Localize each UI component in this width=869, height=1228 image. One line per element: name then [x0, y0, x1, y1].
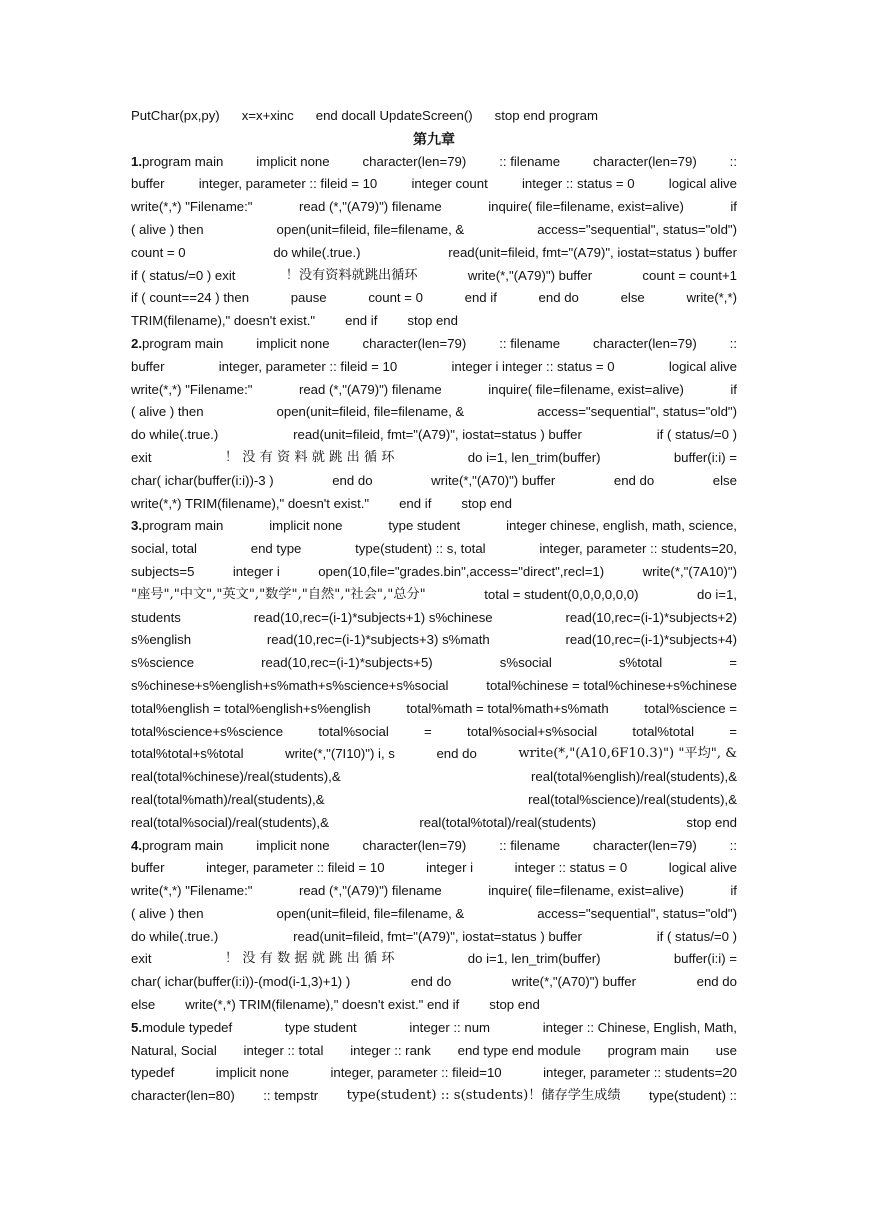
- code-segment: total%social+s%social: [467, 723, 598, 739]
- code-segment: total%math = total%math+s%math: [406, 700, 609, 716]
- text-line: [131, 1062, 737, 1085]
- code-segment: [131, 515, 223, 538]
- code-segment: end do: [696, 974, 737, 990]
- code-segment: exit: [131, 449, 152, 465]
- code-segment: stop end: [461, 495, 512, 511]
- code-segment: integer :: status = 0: [514, 860, 628, 876]
- text-line: [131, 607, 737, 630]
- text-line: [131, 401, 737, 424]
- code-segment: buffer: [131, 358, 165, 374]
- code-segment: integer i integer :: status = 0: [451, 358, 615, 374]
- code-segment: =: [729, 723, 737, 739]
- code-segment: read(10,rec=(i-1)*subjects+1) s%chinese: [253, 609, 493, 625]
- code-segment: inquire( file=filename, exist=alive): [488, 199, 684, 215]
- code-segment: read (*,"(A79)") filename: [298, 381, 442, 397]
- code-segment: "座号","中文","英文","数学","自然","社会","总分": [131, 586, 426, 602]
- item-number: 5.: [131, 1019, 142, 1035]
- code-segment: integer :: Chinese, English, Math,: [542, 1019, 737, 1035]
- code-segment: end if: [399, 495, 432, 511]
- code-segment: total%total: [632, 723, 695, 739]
- text-line: [131, 515, 737, 538]
- text-line: [131, 721, 737, 744]
- code-segment: count = 0: [131, 244, 186, 260]
- code-text: program main: [142, 335, 224, 351]
- code-segment: integer chinese, english, math, science,: [506, 518, 737, 534]
- code-segment: type(student) :: s(students)！储存学生成绩: [346, 1088, 621, 1104]
- code-segment: integer :: status = 0: [522, 176, 635, 192]
- code-segment: buffer: [131, 860, 165, 876]
- code-segment: end type: [250, 541, 302, 557]
- code-segment: end if: [464, 290, 497, 306]
- code-segment: s%chinese+s%english+s%math+s%science+s%social: [131, 677, 449, 693]
- code-segment: :: filename: [499, 837, 561, 853]
- text-line: [131, 1040, 737, 1063]
- code-segment: char( ichar(buffer(i:i))-(mod(i-1,3)+1) ): [131, 974, 351, 990]
- code-segment: integer :: num: [409, 1019, 491, 1035]
- code-segment: ( alive ) then: [131, 404, 204, 420]
- code-segment: end docall UpdateScreen(): [315, 108, 473, 123]
- code-segment: total%science =: [644, 700, 737, 716]
- code-segment: read(10,rec=(i-1)*subjects+3) s%math: [266, 632, 490, 648]
- text-line: [131, 948, 737, 971]
- code-segment: access="sequential", status="old"): [537, 404, 737, 420]
- code-segment: :: tempstr: [263, 1088, 319, 1104]
- text-line: [131, 196, 737, 219]
- code-segment: students: [131, 609, 181, 625]
- text-line: [131, 994, 737, 1017]
- code-segment: type(student) :: s, total: [355, 541, 486, 557]
- code-segment: total%english = total%english+s%english: [131, 700, 371, 716]
- code-segment: implicit none: [215, 1065, 290, 1081]
- document-page: [131, 105, 737, 1108]
- code-segment: open(unit=fileid, file=filename, &: [276, 905, 465, 921]
- code-segment: ::: [729, 335, 737, 351]
- code-segment: =: [729, 655, 737, 671]
- text-line: [131, 105, 737, 128]
- code-segment: end do: [538, 290, 579, 306]
- code-segment: end do: [436, 746, 477, 762]
- code-segment: else: [620, 290, 645, 306]
- code-segment: write(*,"(A70)") buffer: [511, 974, 637, 990]
- code-segment: access="sequential", status="old"): [537, 221, 737, 237]
- text-line: [131, 857, 737, 880]
- code-segment: =: [424, 723, 432, 739]
- code-text: module typedef: [142, 1019, 233, 1035]
- code-segment: if ( status/=0 ): [656, 427, 737, 443]
- code-segment: read(10,rec=(i-1)*subjects+4): [565, 632, 737, 648]
- code-segment: character(len=79): [593, 837, 697, 853]
- text-line: [131, 447, 737, 470]
- code-segment: stop end: [686, 814, 737, 830]
- code-segment: stop end: [489, 997, 540, 1013]
- code-segment: do i=1,: [697, 586, 737, 602]
- code-segment: :: filename: [499, 153, 561, 169]
- code-segment: do i=1, len_trim(buffer): [467, 951, 601, 967]
- code-segment: read (*,"(A79)") filename: [298, 883, 442, 899]
- code-segment: integer, parameter :: fileid=10: [330, 1065, 502, 1081]
- code-segment: real(total%english)/real(students),&: [531, 769, 737, 785]
- text-line: [131, 675, 737, 698]
- item-number: 4.: [131, 837, 142, 853]
- code-text: program main: [142, 837, 224, 853]
- text-line: [131, 584, 737, 607]
- code-segment: integer, parameter :: fileid = 10: [206, 860, 385, 876]
- text-line: [131, 812, 737, 835]
- text-line: [131, 538, 737, 561]
- text-line: [131, 561, 737, 584]
- code-segment: if: [730, 381, 737, 397]
- text-line: [131, 219, 737, 242]
- code-segment: character(len=79): [362, 153, 467, 169]
- code-segment: write(*,*) "Filename:": [131, 883, 253, 899]
- code-segment: count = 0: [368, 290, 423, 306]
- code-segment: [131, 1017, 232, 1040]
- code-segment: char( ichar(buffer(i:i))-3 ): [131, 472, 274, 488]
- code-segment: character(len=79): [362, 837, 467, 853]
- code-segment: s%science: [131, 655, 195, 671]
- item-number: 1.: [131, 153, 142, 169]
- text-line: [131, 287, 737, 310]
- code-segment: integer, parameter :: fileid = 10: [218, 358, 398, 374]
- code-segment: implicit none: [256, 153, 330, 169]
- code-segment: if ( status/=0 ) exit: [131, 267, 236, 283]
- code-segment: else: [712, 472, 737, 488]
- code-segment: ( alive ) then: [131, 221, 204, 237]
- code-segment: logical alive: [668, 176, 737, 192]
- code-segment: character(len=80): [131, 1088, 235, 1104]
- code-segment: subjects=5: [131, 563, 195, 579]
- text-line: [131, 424, 737, 447]
- code-segment: write(*,*) "Filename:": [131, 381, 253, 397]
- code-segment: type student: [284, 1019, 357, 1035]
- code-segment: exit: [131, 951, 152, 967]
- code-segment: real(total%math)/real(students),&: [131, 791, 325, 807]
- code-segment: integer, parameter :: fileid = 10: [198, 176, 378, 192]
- code-segment: end do: [410, 974, 452, 990]
- code-segment: use: [715, 1042, 737, 1058]
- code-segment: s%total: [618, 655, 663, 671]
- code-segment: [131, 151, 223, 174]
- code-segment: write(*,"(7A10)"): [642, 563, 737, 579]
- text-line: [131, 173, 737, 196]
- code-segment: read(10,rec=(i-1)*subjects+5): [261, 655, 433, 671]
- code-text: program main: [142, 518, 224, 534]
- text-line: [131, 835, 737, 858]
- code-segment: open(unit=fileid, file=filename, &: [276, 221, 465, 237]
- code-segment: do while(.true.): [273, 244, 361, 260]
- code-segment: ::: [729, 153, 737, 169]
- code-segment: do while(.true.): [131, 928, 219, 944]
- code-segment: ！ 没 有 资 料 就 跳 出 循 环: [224, 449, 395, 465]
- code-segment: write(*,"(A70)") buffer: [431, 472, 556, 488]
- code-segment: integer, parameter :: students=20,: [539, 541, 737, 557]
- code-segment: implicit none: [256, 837, 330, 853]
- code-segment: character(len=79): [593, 335, 697, 351]
- code-segment: character(len=79): [593, 153, 697, 169]
- text-line: [131, 356, 737, 379]
- item-number: 2.: [131, 335, 142, 351]
- code-segment: typedef: [131, 1065, 175, 1081]
- code-segment: read(unit=fileid, fmt="(A79)", iostat=status ) buffer: [293, 427, 582, 443]
- text-line: [131, 766, 737, 789]
- code-segment: write(*,*): [686, 290, 737, 306]
- text-line: [131, 880, 737, 903]
- code-segment: write(*,"(A79)") buffer: [467, 267, 593, 283]
- code-segment: ！没有资料就跳出循环: [285, 267, 418, 283]
- code-segment: total = student(0,0,0,0,0,0): [484, 586, 639, 602]
- code-segment: [131, 333, 223, 356]
- code-segment: total%social: [318, 723, 389, 739]
- text-line: [131, 333, 737, 356]
- code-segment: stop end: [407, 313, 458, 329]
- code-segment: else: [131, 997, 156, 1013]
- code-segment: PutChar(px,py): [131, 108, 220, 123]
- chapter-heading: 第九章: [413, 130, 455, 147]
- text-line: [131, 698, 737, 721]
- code-segment: :: filename: [499, 335, 561, 351]
- code-segment: if: [730, 199, 737, 215]
- text-line: [131, 743, 737, 766]
- code-segment: implicit none: [256, 335, 330, 351]
- code-segment: read(unit=fileid, fmt="(A79)", iostat=status ) buffer: [448, 244, 737, 260]
- text-line: [131, 629, 737, 652]
- code-segment: end do: [332, 472, 373, 488]
- code-segment: character(len=79): [362, 335, 467, 351]
- code-segment: write(*,"(7I10)") i, s: [285, 746, 395, 762]
- code-segment: read(unit=fileid, fmt="(A79)", iostat=status ) buffer: [293, 928, 582, 944]
- text-line: [131, 470, 737, 493]
- text-line: [131, 1085, 737, 1108]
- code-segment: buffer: [131, 176, 165, 192]
- code-segment: write(*,*) "Filename:": [131, 199, 253, 215]
- code-segment: total%total+s%total: [131, 746, 244, 762]
- code-segment: TRIM(filename)," doesn't exist.": [131, 313, 316, 329]
- code-segment: integer :: total: [243, 1042, 324, 1058]
- code-segment: if: [730, 883, 737, 899]
- code-segment: x=x+xinc: [241, 108, 294, 123]
- code-segment: do i=1, len_trim(buffer): [467, 449, 601, 465]
- text-line: [131, 242, 737, 265]
- code-segment: real(total%total)/real(students): [419, 814, 596, 830]
- code-segment: integer :: rank: [350, 1042, 431, 1058]
- text-line: [131, 151, 737, 174]
- code-segment: logical alive: [668, 860, 737, 876]
- code-segment: do while(.true.): [131, 427, 219, 443]
- code-segment: open(10,file="grades.bin",access="direct",recl=1): [318, 563, 605, 579]
- code-segment: real(total%science)/real(students),&: [528, 791, 737, 807]
- code-segment: read(10,rec=(i-1)*subjects+2): [565, 609, 737, 625]
- code-segment: program main: [607, 1042, 689, 1058]
- code-segment: integer i: [426, 860, 474, 876]
- item-number: 3.: [131, 518, 142, 534]
- code-segment: social, total: [131, 541, 197, 557]
- code-segment: inquire( file=filename, exist=alive): [488, 883, 684, 899]
- text-line: [131, 379, 737, 402]
- code-segment: type(student) ::: [649, 1088, 737, 1104]
- code-segment: ( alive ) then: [131, 905, 204, 921]
- code-segment: integer i: [232, 563, 280, 579]
- code-segment: Natural, Social: [131, 1042, 217, 1058]
- code-segment: write(*,*) TRIM(filename)," doesn't exist." end if: [185, 997, 460, 1013]
- code-segment: pause: [290, 290, 327, 306]
- code-segment: integer, parameter :: students=20: [543, 1065, 737, 1081]
- code-segment: write(*,"(A10,6F10.3)") "平均", &: [518, 746, 737, 762]
- code-segment: type student: [388, 518, 461, 534]
- code-segment: access="sequential", status="old"): [537, 905, 737, 921]
- code-segment: ::: [729, 837, 737, 853]
- code-segment: s%social: [499, 655, 552, 671]
- code-segment: [131, 835, 223, 858]
- code-segment: real(total%chinese)/real(students),&: [131, 769, 341, 785]
- code-segment: s%english: [131, 632, 192, 648]
- code-segment: real(total%social)/real(students),&: [131, 814, 329, 830]
- code-segment: ！ 没 有 数 据 就 跳 出 循 环: [224, 951, 395, 967]
- text-line: [131, 926, 737, 949]
- code-segment: if ( count==24 ) then: [131, 290, 250, 306]
- code-segment: write(*,*) TRIM(filename)," doesn't exist.": [131, 495, 370, 511]
- text-line: [131, 310, 737, 333]
- code-segment: if ( status/=0 ): [656, 928, 737, 944]
- code-segment: total%chinese = total%chinese+s%chinese: [486, 677, 737, 693]
- code-segment: buffer(i:i) =: [673, 951, 737, 967]
- code-text: program main: [142, 153, 224, 169]
- code-segment: logical alive: [668, 358, 737, 374]
- code-segment: end do: [613, 472, 655, 488]
- code-segment: implicit none: [269, 518, 343, 534]
- text-line: [131, 265, 737, 288]
- text-line: [131, 493, 737, 516]
- code-segment: total%science+s%science: [131, 723, 284, 739]
- code-segment: count = count+1: [642, 267, 737, 283]
- code-segment: end if: [345, 313, 378, 329]
- code-segment: buffer(i:i) =: [673, 449, 737, 465]
- code-segment: end type end module: [457, 1042, 581, 1058]
- code-segment: open(unit=fileid, file=filename, &: [276, 404, 465, 420]
- text-line: [131, 903, 737, 926]
- code-segment: integer count: [411, 176, 488, 192]
- code-segment: inquire( file=filename, exist=alive): [488, 381, 684, 397]
- text-line: [131, 971, 737, 994]
- text-line: [131, 789, 737, 812]
- code-segment: read (*,"(A79)") filename: [298, 199, 442, 215]
- text-line: [131, 652, 737, 675]
- code-segment: stop end program: [494, 108, 598, 123]
- text-line: [131, 1017, 737, 1040]
